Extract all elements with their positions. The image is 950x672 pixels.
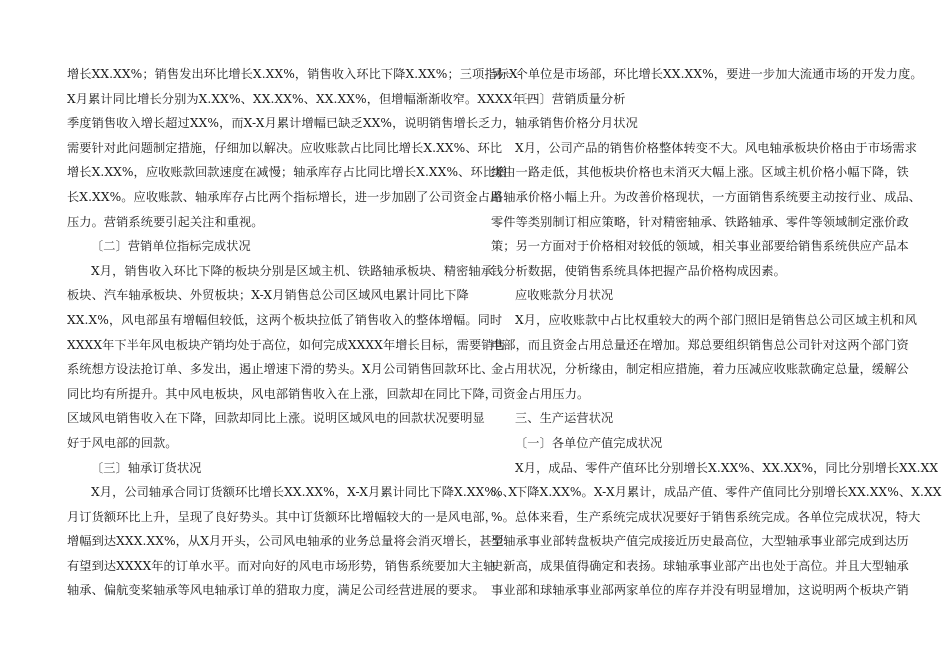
text-line: 需要针对此问题制定措施，仔细加以解决。应收账款占比同比增长X.XX%、环比: [67, 140, 503, 155]
text-line: X月，应收账款中占比权重较大的两个部门照旧是销售总公司区域主机和风: [515, 312, 917, 327]
left-text-column: [67, 62, 537, 603]
text-line: 〔三〕轴承订货状况: [91, 460, 202, 475]
text-line: 轴承、偏航变桨轴承等风电轴承订单的猎取力度，满足公司经营进展的要求。: [67, 583, 485, 598]
text-line: 三、生产运营状况: [515, 411, 614, 426]
text-line: 策；另一方面对于价格相对较低的领域，相关事业部要给销售系统供应产品本: [491, 239, 909, 254]
text-line: 季度销售收入增长超过XX%，而X-X月累计增幅已缺乏XX%，说明销售增长乏力，: [67, 116, 515, 131]
text-line: 有望到达XXXX年的订单水平。而对向好的风电市场形势，销售系统要加大主轴: [67, 558, 496, 573]
text-line: %。总体来看，生产系统完成状况要好于销售系统完成。各单位完成状况，特大: [491, 509, 921, 524]
text-line: XX.X%，风电部虽有增幅但较低，这两个板块拉低了销售收入的整体增幅。同时: [67, 312, 503, 327]
text-line: 事业部和球轴承事业部两家单位的库存并没有明显增加，这说明两个板块产销: [491, 583, 909, 598]
text-line: X月，公司产品的销售价格整体转变不大。风电轴承板块价格由于市场需求: [515, 140, 917, 155]
text-line: 电部，而且资金占用总量还在增加。郑总要组织销售总公司针对这两个部门资: [491, 337, 909, 352]
text-line: 应收账款分月状况: [515, 288, 614, 303]
text-line: 司资金占用压力。: [491, 386, 590, 401]
text-line: %、下降X.XX%。X-X月累计，成品产值、零件产值同比分别增长XX.XX%、X.XX: [491, 485, 942, 500]
text-line: 系统想方设法抢订单、多发出，遏止增速下滑的势头。X月公司销售回款环比、: [67, 362, 494, 377]
text-line: 金占用状况，分析缘由，制定相应措施，着力压减应收账款确定总量，缓解公: [491, 362, 909, 377]
text-line: 零件等类别制订相应策略，针对精密轴承、铁路轴承、零件等领域制定涨价政: [491, 214, 909, 229]
text-line: X月，成品、零件产值环比分别增长X.XX%、XX.XX%，同比分别增长XX.XX: [515, 460, 939, 475]
text-line: 史新高，成果值得确定和表扬。球轴承事业部产出也处于高位。并且大型轴承: [491, 558, 909, 573]
text-line: 增长X.XX%，应收账款回款速度在减慢；轴承库存占比同比增长X.XX%、环比增: [67, 165, 508, 180]
text-line: 压力。营销系统要引起关注和重视。: [67, 214, 264, 229]
text-line: XXXX年下半年风电板块产销均处于高位，如何完成XXXX年增长目标，需要销售: [67, 337, 506, 352]
text-line: 另一个单位是市场部，环比增长XX.XX%，要进一步加大流通市场的开发力度。: [491, 67, 923, 81]
text-line: 区域风电销售收入在下降，回款却同比上涨。说明区域风电的回款状况要明显: [67, 411, 485, 426]
text-line: 〔一〕各单位产值完成状况: [515, 435, 663, 450]
right-text-column: [491, 62, 942, 603]
text-line: 型轴承事业部转盘板块产值完成接近历史最高位，大型轴承事业部完成到达历: [491, 534, 909, 549]
text-line: 长X.XX%。应收账款、轴承库存占比两个指标增长，进一步加剧了公司资金占用: [67, 189, 503, 204]
text-line: 板块、汽车轴承板块、外贸板块；X-X月销售总公司区域风电累计同比下降: [67, 288, 469, 303]
text-line: X月，公司轴承合同订货额环比增长XX.XX%，X-X月累计同比下降X.XX%。X: [91, 485, 518, 500]
text-line: 缘由一路走低，其他板块价格也未消灭大幅上涨。区域主机价格小幅下降，铁: [491, 165, 909, 180]
text-line: 轴承销售价格分月状况: [515, 116, 638, 131]
text-line: 月订货额环比上升，呈现了良好势头。其中订货额环比增幅较大的一是风电部，: [67, 509, 498, 524]
text-line: 好于风电部的回款。: [67, 435, 178, 450]
text-line: 路轴承价格小幅上升。为改善价格现状，一方面销售系统要主动按行业、成品、: [491, 189, 922, 204]
text-line: 增长XX.XX%；销售发出环比增长X.XX%，销售收入环比下降X.XX%；三项指标X-: [67, 67, 522, 81]
text-line: X月，销售收入环比下降的板块分别是区域主机、铁路轴承板块、精密轴承: [91, 263, 493, 278]
text-line: 〔二〕营销单位指标完成状况: [91, 239, 251, 254]
text-line: X月累计同比增长分别为X.XX%、XX.XX%、XX.XX%，但增幅渐渐收窄。XXXX年一: [67, 91, 537, 106]
text-line: 增幅到达XXX.XX%，从X月开头，公司风电轴承的业务总量将会消灭增长，甚至: [67, 534, 504, 549]
text-line: 〔四〕营销质量分析: [515, 91, 626, 106]
text-line: 同比均有所提升。其中风电板块，风电部销售收入在上涨，回款却在同比下降，: [67, 386, 498, 401]
text-line: 钱分析数据，使销售系统具体把握产品价格构成因素。: [491, 263, 786, 278]
